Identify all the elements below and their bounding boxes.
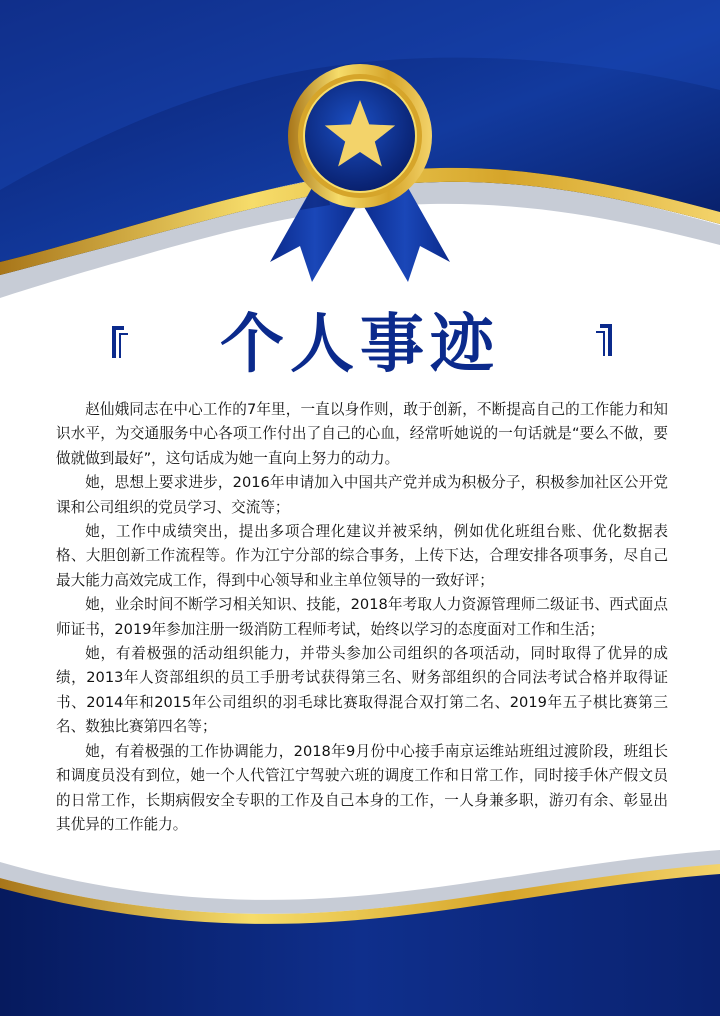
biography-text [56,398,668,837]
medal-star-icon [288,64,432,208]
page-title: 个人事迹 [220,308,500,382]
paragraph: 她，业余时间不断学习相关知识、技能，2018年考取人力资源管理师二级证书、西式面点师证书，2019年参加注册一级消防工程师考试，始终以学习的态度面对工作和生活； [56,596,668,638]
paragraph: 她，工作中成绩突出，提出多项合理化建议并被采纳，例如优化班组台账、优化数据表格、大胆创新工作流程等。作为江宁分部的综合事务，上传下达，合理安排各项事务，尽自己最大能力高效完成工作，得到中心领导和业主单位领导的一致好评； [56,523,668,589]
paragraph: 赵仙娥同志在中心工作的7年里，一直以身作则，敢于创新，不断提高自己的工作能力和知识水平，为交通服务中心各项工作付出了自己的心血，经常听她说的一句话就是“要么不做，要做就做到最好”，这句话成为她一直向上努力的动力。 [56,401,668,467]
paragraph: 她，有着极强的活动组织能力，并带头参加公司组织的各项活动，同时取得了优异的成绩，2013年人资部组织的员工手册考试获得第三名、财务部组织的合同法考试合格并取得证书、2014年和2015年公司组织的羽毛球比赛取得混合双打第二名、2019年五子棋比赛第三名、数独比赛第四名等； [56,645,668,736]
paragraph: 她，思想上要求进步，2016年申请加入中国共产党并成为积极分子，积极参加社区公开党课和公司组织的党员学习、交流等； [56,474,668,516]
paragraph: 她，有着极强的工作协调能力，2018年9月份中心接手南京运维站班组过渡阶段，班组长和调度员没有到位，她一个人代管江宁驾驶六班的调度工作和日常工作，同时接手休产假文员的日常工作，长期病假安全专职的工作及自己本身的工作，一人身兼多职，游刃有余、彰显出其优异的工作能力。 [56,742,668,833]
